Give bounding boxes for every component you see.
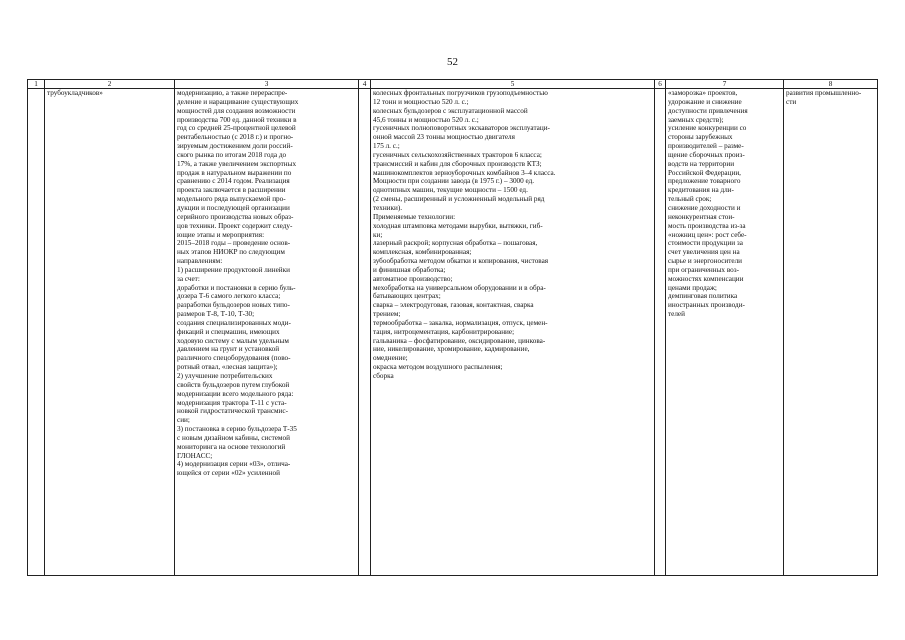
- header-cell-3: 3: [175, 80, 359, 89]
- table-row: [28, 89, 878, 576]
- cell-col-4: [359, 89, 371, 576]
- header-cell-7: 7: [666, 80, 784, 89]
- header-cell-2: 2: [45, 80, 175, 89]
- cell-risks: «заморозка» проектов, удорожание и снижение доступности привлечения заемных средств); усиление конкуренции со стороны зарубежных производителей – разме- щение сборочных произ- водств на территории Российской Федерации, предложение товарного кредитования на дли- тельный срок; снижение доходности и неконкурентная стои- мость производства из-за «ножниц цен»: рост себе- стоимости продукции за счет увеличения цен на сырье и энергоносители при ограниченных воз- можностях компенсации ценами продаж; демпинговая политика иностранных производи- телей: [666, 89, 784, 576]
- cell-col-6: [655, 89, 666, 576]
- header-cell-1: 1: [28, 80, 45, 89]
- cell-project-description: модернизацию, а также перераспре- деление и наращивание существующих мощностей для создания возможности производства 700 ед. данной техники в год со средней 25-процентной целевой рентабельностью (с 2018 г.) и прогно- зируемым достижением доли россий- ского рынка по итогам 2018 года до 17%, а также увеличением экспортных продаж в натуральном выражении по сравнению с 2014 годом. Реализация проекта заключается в расширении модельного ряда выпускаемой про- дукции и последующей организации серийного производства новых образ- цов техники. Проект содержит следу- ющие этапы и мероприятия: 2015–2018 годы – проведение основ- ных этапов НИОКР по следующим направлениям: 1) расширение продуктовой линейки за счет: доработки и постановки в серию буль- дозера Т-6 самого легкого класса; разработки бульдозеров новых типо- размеров Т-8, Т-10, Т-30; создания специализированных моди- фикаций и спецмашин, имеющих ходовую систему с малым удельным давлением на грунт и установкой различного спецоборудования (пово- ротный отвал, «лесная защита»); 2) улучшение потребительских свойств бульдозеров путем глубокой модернизации всего модельного ряда: модернизация трактора Т-11 с уста- новкой гидростатической трансмис- сии; 3) постановка в серию бульдозера Т-35 с новым дизайном кабины, системой мониторинга на основе технологий ГЛОНАСС; 4) модернизация серии «03», отлича- ющейся от серии «02» усиленной: [175, 89, 359, 576]
- header-cell-8: 8: [784, 80, 878, 89]
- cell-capacities-technologies: колесных фронтальных погрузчиков грузоподъемностью 12 тонн и мощностью 520 л. с.; колесных бульдозеров с эксплуатационной массой 45,6 тонны и мощностью 520 л. с.; гусеничных полноповоротных экскаваторов эксплуатаци- онной массой 23 тонны мощностью двигателя 175 л. с.; гусеничных сельскохозяйственных тракторов 6 класса; трансмиссий и кабин для сборочных производств КТЗ; машинокомплектов зерноуборочных комбайнов 3–4 класса. Мощности при создании завода (в 1975 г.) – 3000 ед. однотипных машин, текущие мощности – 1500 ед. (2 смены, расширенный и усложненный модельный ряд техники). Применяемые технологии: холодная штамповка методами вырубки, вытяжки, гиб- ки; лазерный раскрой; корпусная обработка – пошаговая, комплексная, комбинированная; зубообработка методом обкатки и копирования, чистовая и финишная обработка; автоматное производство; мехобработка на универсальном оборудовании и в обра- батывающих центрах; сварка – электродуговая, газовая, контактная, сварка трением; термообработка – закалка, нормализация, отпуск, цемен- тация, нитроцементация, карбонитрирование; гальваника – фосфатирование, оксидирование, цинкова- ние, никелирование, хромирование, кадмирование, омеднение; окраска методом воздушного распыления; сборка: [371, 89, 655, 576]
- header-cell-4: 4: [359, 80, 371, 89]
- header-cell-6: 6: [655, 80, 666, 89]
- header-cell-5: 5: [371, 80, 655, 89]
- cell-support-measures: развития промышленно- сти: [784, 89, 878, 576]
- page-number: 52: [447, 56, 458, 68]
- table-header-row: [28, 80, 878, 89]
- cell-project-name: трубоукладчиков»: [45, 89, 175, 576]
- cell-col-1: [28, 89, 45, 576]
- document-table: [27, 79, 878, 576]
